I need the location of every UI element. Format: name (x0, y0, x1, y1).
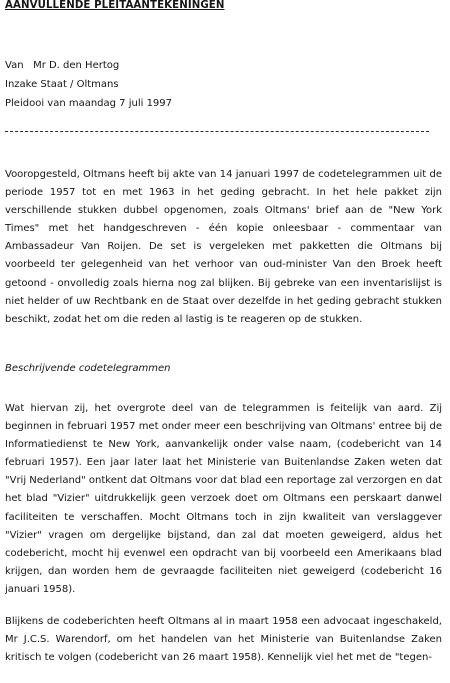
meta-date: Pleidooi van maandag 7 juli 1997 (5, 98, 173, 109)
document-meta (5, 56, 172, 113)
dashed-divider (5, 131, 429, 132)
document-title: AANVULLENDE PLEITAANTEKENINGEN (5, 0, 225, 11)
meta-author: Van Mr D. den Hertog (5, 60, 120, 71)
paragraph-intro: Vooropgesteld, Oltmans heeft bij akte van 14 januari 1997 de codetelegrammen uit de periode 1957 tot en met 1963 in het geding gebracht. In het hele pakket zijn verschillende stukken dubbel opgenomen, zoals Oltmans' brief aan de "New York Times" met het handgeschreven - één kopie onleesbaar - commentaar van Ambassadeur Van Roijen. De set is vergeleken met pakketten die Oltmans bij voorbeeld ter gelegenheid van het verhoor van oud-minister Van den Broek heeft getoond - onvolledig zoals hierna nog zal blijken. Bij gebreke van een inventarislijst is niet helder of uw Rechtbank en de Staat over dezelfde in het geding gebracht stukken beschikt, zodat het om die reden al lastig is te reageren op de stukken. (5, 169, 442, 325)
section-heading: Beschrijvende codetelegrammen (5, 363, 171, 374)
meta-case: Inzake Staat / Oltmans (5, 79, 119, 90)
paragraph-lawyer: Blijkens de codeberichten heeft Oltmans al in maart 1958 een advocaat ingeschakeld, Mr J.C.S. Warendorf, om het handelen van het Ministerie van Buitenlandse Zaken kritisch te volgen (codebericht van 26 maart 1958). Kennelijk viel het met de "tegen- (5, 616, 442, 664)
paragraph-telegrams: Wat hiervan zij, het overgrote deel van de telegrammen is feitelijk van aard. Zij beginnen in februari 1957 met onder meer een beschrijving van Oltmans' entree bij de Informatiedienst te New York, aanvankelijk onder valse naam, (codebericht van 14 februari 1957). Een jaar later laat het Ministerie van Buitenlandse Zaken weten dat "Vrij Nederland" ontkent dat Oltmans voor dat blad een reportage zal verzorgen en dat het blad "Vizier" uitdrukkelijk geen verzoek doet om Oltmans een perskaart danwel faciliteiten te verschaffen. Mocht Oltmans toch in zijn kwaliteit van verslaggever "Vizier" vragen om dergelijke bijstand, dan zal dat moeten geweigerd, aldus het codebericht, mocht hij evenwel een opdracht van bij voorbeeld een Amerikaans blad krijgen, dan worden hem de gevraagde faciliteiten niet geweigerd (codebericht 16 januari 1958). (5, 403, 442, 595)
